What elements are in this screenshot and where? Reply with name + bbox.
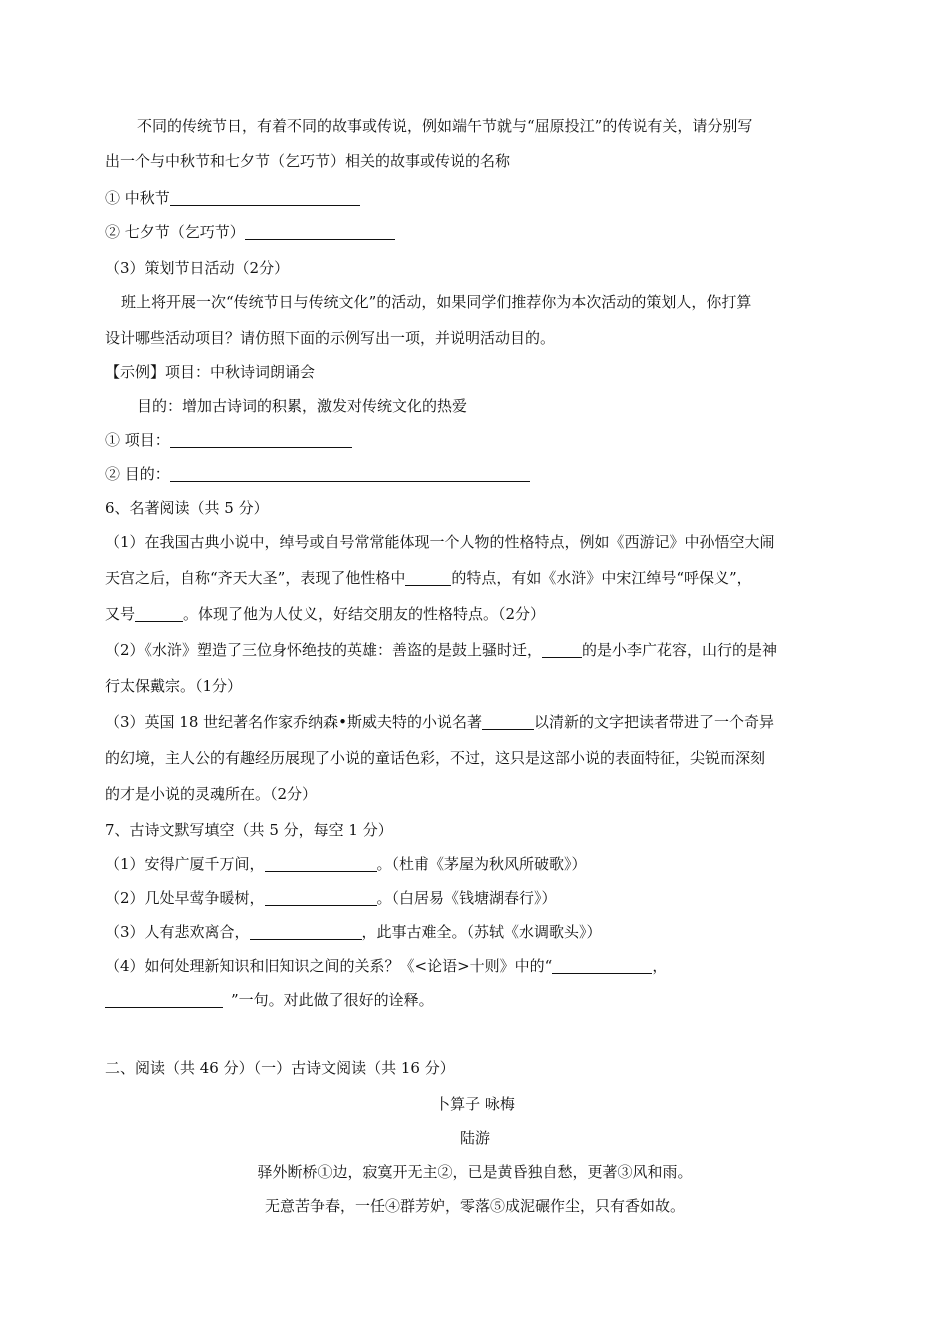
q5-intro-line1: 不同的传统节日，有着不同的故事或传说，例如端午节就与“屈原投江”的传说有关，请分别写	[137, 117, 753, 135]
answer-blank-hua-rong[interactable]	[542, 641, 582, 658]
q6-p2-line1-end: 的是小李广花容，山行的是神	[582, 641, 778, 659]
q6-p1-line3-start: 又号	[105, 605, 136, 623]
answer-blank-sun-wukong[interactable]	[405, 569, 451, 586]
q7-line4	[105, 956, 667, 976]
q6-p2-line1-start: （2）《水浒》塑造了三位身怀绝技的英雄：善盗的是鼓上骚时迁，	[105, 641, 543, 659]
q7-line3-start: （3）人有悲欢离合，	[105, 923, 250, 941]
answer-blank-item[interactable]	[170, 431, 352, 448]
q6-p1-line3-end: 。体现了他为人仗义，好结交朋友的性格特点。（2分）	[183, 605, 546, 623]
answer-blank-goal[interactable]	[170, 465, 530, 482]
q7-line5	[105, 990, 434, 1010]
q5-example-line2: 目的：增加古诗词的积累，激发对传统文化的热爱	[137, 397, 468, 415]
q6-p3-line1-start: （3）英国 18 世纪著名作家乔纳森•斯威夫特的小说名著	[105, 713, 483, 731]
q7-line2-start: （2）几处早莺争暖树，	[105, 889, 265, 907]
q7-line3	[105, 922, 602, 942]
q6-p3-line2: 的幻境，主人公的有趣经历展现了小说的童话色彩，不过，这只是这部小说的表面特征，尖锐而深刻	[105, 749, 766, 767]
q5-answer-item	[105, 430, 352, 450]
q5-answer-item-label: ① 项目：	[105, 431, 170, 449]
q7-line5-text: ”一句。对此做了很好的诠释。	[231, 991, 434, 1009]
q6-p1-line2	[105, 568, 752, 588]
answer-blank-q7-3[interactable]	[250, 923, 362, 940]
q5-answer-goal	[105, 464, 530, 484]
q6-p3-line1	[105, 712, 774, 732]
q5-part3-title: （3）策划节日活动（2分）	[105, 259, 290, 277]
q5-item-mid-autumn	[105, 188, 360, 208]
q5-item-mid-autumn-label: ① 中秋节	[105, 189, 170, 207]
q6-p3-line1-end: 以清新的文字把读者带进了一个奇异	[534, 713, 775, 731]
q6-p2-line1	[105, 640, 777, 660]
answer-blank-song-jiang[interactable]	[135, 605, 183, 622]
section2-heading: 二、阅读（共 46 分）（一）古诗文阅读（共 16 分）	[105, 1059, 455, 1077]
q6-p1-line2-start: 天宫之后，自称“齐天大圣”，表现了他性格中	[105, 569, 406, 587]
answer-blank-q7-4b[interactable]	[105, 991, 223, 1008]
q7-line1-start: （1）安得广厦千万间，	[105, 855, 265, 873]
poem-title: 卜算子 咏梅	[435, 1095, 515, 1113]
q7-line2	[105, 888, 557, 908]
answer-blank-mid-autumn[interactable]	[170, 189, 360, 206]
q7-line1-end: 。（杜甫《茅屋为秋风所破歌》）	[376, 855, 587, 873]
q7-line2-end: 。（白居易《钱塘湖春行》）	[376, 889, 557, 907]
answer-blank-q7-2[interactable]	[265, 889, 377, 906]
q7-title: 7、古诗文默写填空（共 5 分，每空 1 分）	[105, 821, 393, 839]
answer-blank-novel[interactable]	[482, 713, 534, 730]
q7-line3-end: ，此事古难全。（苏轼《水调歌头》）	[361, 923, 602, 941]
q5-item-qixi-label: ② 七夕节（乞巧节）	[105, 223, 245, 241]
q6-p1-line3	[105, 604, 545, 624]
answer-blank-q7-4a[interactable]	[552, 957, 652, 974]
q5-intro-line2: 出一个与中秋节和七夕节（乞巧节）相关的故事或传说的名称	[105, 152, 511, 170]
q6-p3-line3: 的才是小说的灵魂所在。（2分）	[105, 785, 318, 803]
q7-line4-start: （4）如何处理新知识和旧知识之间的关系？《<论语>十则》中的“	[105, 957, 553, 975]
poem-line1: 驿外断桥①边，寂寞开无主②，已是黄昏独自愁，更著③风和雨。	[257, 1163, 693, 1181]
poem-author: 陆游	[459, 1129, 490, 1147]
answer-blank-q7-1[interactable]	[265, 855, 377, 872]
q5-item-qixi	[105, 222, 395, 242]
q6-p1-line1: （1）在我国古典小说中，绰号或自号常常能体现一个人物的性格特点，例如《西游记》中孙悟空大闹	[105, 533, 775, 551]
q5-example-line1: 【示例】项目：中秋诗词朗诵会	[105, 363, 316, 381]
q7-line4-comma: ，	[652, 957, 668, 975]
q6-p1-line2-end: 的特点，有如《水浒》中宋江绰号“呼保义”，	[451, 569, 752, 587]
q6-title: 6、名著阅读（共 5 分）	[105, 499, 269, 517]
q7-line1	[105, 854, 587, 874]
q5-answer-goal-label: ② 目的：	[105, 465, 170, 483]
poem-line2: 无意苦争春，一任④群芳妒，零落⑤成泥碾作尘，只有香如故。	[264, 1197, 685, 1215]
q5-part3-line2: 设计哪些活动项目？请仿照下面的示例写出一项，并说明活动目的。	[105, 329, 556, 347]
q5-part3-line1: 班上将开展一次“传统节日与传统文化”的活动，如果同学们推荐你为本次活动的策划人，你打算	[121, 293, 752, 311]
answer-blank-qixi[interactable]	[245, 223, 395, 240]
q6-p2-line2: 行太保戴宗。（1分）	[105, 677, 243, 695]
